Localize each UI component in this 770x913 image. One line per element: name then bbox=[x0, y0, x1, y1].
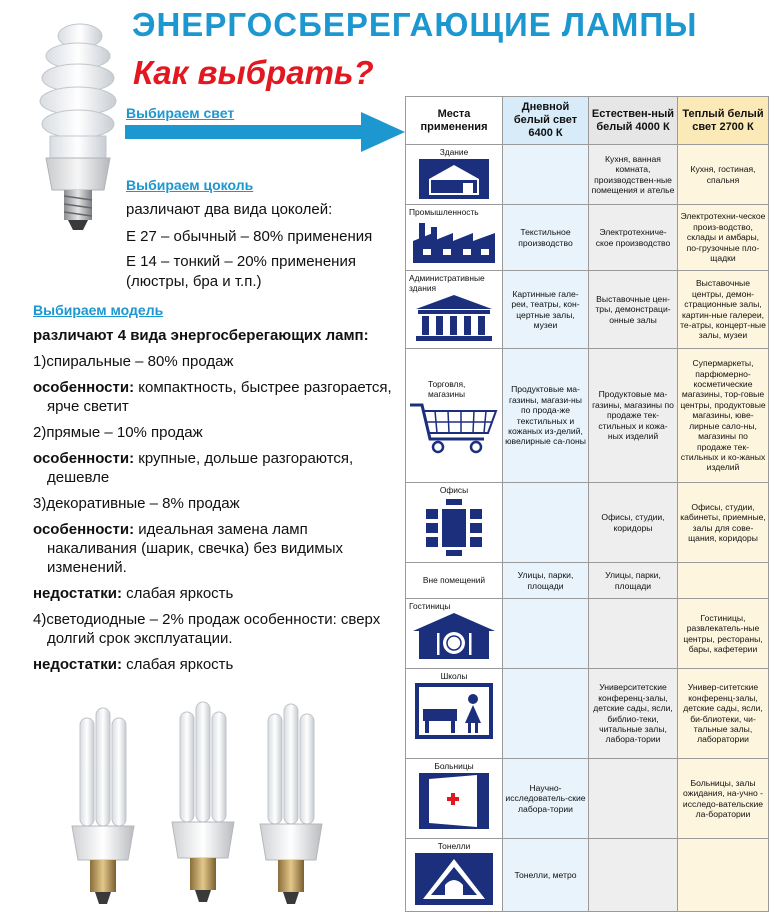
table-row bbox=[406, 205, 769, 271]
cell-2700k: Больницы, залы ожидания, на-учно - исследо-вательские ла-боратории bbox=[678, 759, 769, 839]
model-straight-features bbox=[33, 449, 393, 487]
place-label: Промышленность bbox=[409, 207, 479, 217]
choose-light-link[interactable]: Выбираем свет bbox=[126, 105, 235, 121]
table-header-6400k: Дневной белый свет 6400 К bbox=[503, 97, 589, 145]
place-cell bbox=[406, 205, 503, 271]
cell-4000k: Выставочные цен-тры, демонстраци-онные залы bbox=[589, 271, 678, 349]
tunnel-icon bbox=[415, 853, 493, 905]
cell-2700k: Электротехни-ческое произ-водство, склады и амбары, по-грузочные пло-щадки bbox=[678, 205, 769, 271]
table-row bbox=[406, 669, 769, 759]
models-intro: различают 4 вида энергосберегающих ламп: bbox=[33, 327, 369, 344]
features-label: особенности: bbox=[33, 379, 135, 396]
place-cell bbox=[406, 145, 503, 205]
cell-6400k: Продуктовые ма-газины, магази-ны по прода-же текстильных и кожаных из-делий, ювелирные са-лоны bbox=[503, 349, 589, 483]
cell-4000k: Продуктовые ма-газины, магазины по продаже тек-стильных и кожа-ных изделий bbox=[589, 349, 678, 483]
table-row bbox=[406, 563, 769, 599]
table-row bbox=[406, 145, 769, 205]
model-spiral: 1)спиральные – 80% продаж bbox=[33, 353, 234, 370]
table-header-2700k: Теплый белый свет 2700 К bbox=[678, 97, 769, 145]
model-decorative-drawbacks bbox=[33, 584, 393, 603]
cell-4000k bbox=[589, 759, 678, 839]
drawbacks-text: слабая яркость bbox=[126, 585, 234, 602]
place-label: Офисы bbox=[439, 485, 469, 495]
place-cell bbox=[406, 349, 503, 483]
cell-6400k bbox=[503, 599, 589, 669]
building-columns-icon bbox=[416, 295, 492, 341]
cell-2700k bbox=[678, 563, 769, 599]
place-label: Административные здания bbox=[409, 273, 485, 293]
features-text: крупные, дольше разгораются, дешевле bbox=[47, 450, 354, 486]
drawbacks-text: слабая яркость bbox=[126, 656, 234, 673]
cell-6400k bbox=[503, 669, 589, 759]
features-text: идеальная замена ламп накаливания (шарик, свечка) без видимых изменений. bbox=[47, 521, 343, 576]
cell-6400k bbox=[503, 483, 589, 563]
socket-e14: Е 14 – тонкий – 20% применения (люстры, бра и т.п.) bbox=[126, 253, 356, 290]
cell-6400k bbox=[503, 145, 589, 205]
features-label: особенности: bbox=[33, 450, 135, 467]
place-label: Больницы bbox=[434, 761, 474, 771]
place-label: Торговля, магазины bbox=[428, 378, 466, 399]
table-row bbox=[406, 483, 769, 563]
cell-2700k: Выставочные центры, демон-страционные залы, картин-ные галереи, те-атры, концерт-ные залы, музеи bbox=[678, 271, 769, 349]
cell-6400k: Улицы, парки, площади bbox=[503, 563, 589, 599]
features-text: компактность, быстрее разгорается, ярче светит bbox=[47, 379, 392, 415]
table-row bbox=[406, 759, 769, 839]
model-straight: 2)прямые – 10% продаж bbox=[33, 424, 203, 441]
cell-4000k: Кухня, ванная комната, производствен-ные помещения и ателье bbox=[589, 145, 678, 205]
cell-6400k: Тонелли, метро bbox=[503, 839, 589, 912]
cell-2700k: Офисы, студии, кабинеты, приемные, залы для сове-щания, коридоры bbox=[678, 483, 769, 563]
cell-4000k: Университетские конференц-залы, детские сады, ясли, библио-теки, читальные залы, лабора-тории bbox=[589, 669, 678, 759]
socket-e27: Е 27 – обычный – 80% применения bbox=[126, 228, 373, 245]
model-decorative: 3)декоративные – 8% продаж bbox=[33, 495, 240, 512]
cell-2700k: Универ-ситетские конференц-залы, детские сады, ясли, би-блиотеки, чи-тальные залы, лаборатории bbox=[678, 669, 769, 759]
cell-4000k bbox=[589, 599, 678, 669]
place-cell bbox=[406, 271, 503, 349]
place-label: Школы bbox=[440, 671, 468, 681]
school-icon bbox=[415, 683, 493, 739]
cell-4000k: Электротехниче-ское производство bbox=[589, 205, 678, 271]
cell-2700k: Кухня, гостиная, спальня bbox=[678, 145, 769, 205]
table-header-4000k: Естествен-ный белый 4000 К bbox=[589, 97, 678, 145]
meeting-table-icon bbox=[422, 497, 486, 557]
house-icon bbox=[419, 159, 489, 199]
drawbacks-label: недостатки: bbox=[33, 585, 122, 602]
place-cell bbox=[406, 839, 503, 912]
cell-4000k: Офисы, студии, коридоры bbox=[589, 483, 678, 563]
model-spiral-features bbox=[33, 378, 393, 416]
page-subtitle: Как выбрать? bbox=[133, 54, 374, 91]
place-label: Гостиницы bbox=[409, 601, 451, 611]
spiral-lamp-icon bbox=[28, 18, 128, 243]
place-cell bbox=[406, 759, 503, 839]
cell-6400k: Текстильное производство bbox=[503, 205, 589, 271]
choose-model-link[interactable]: Выбираем модель bbox=[33, 302, 164, 318]
hospital-icon bbox=[419, 773, 489, 829]
hotel-dining-icon bbox=[413, 613, 495, 659]
table-header-place: Места применения bbox=[406, 97, 503, 145]
place-cell bbox=[406, 669, 503, 759]
table-row bbox=[406, 271, 769, 349]
model-led-drawbacks bbox=[33, 655, 393, 674]
page-title: ЭНЕРГОСБЕРЕГАЮЩИЕ ЛАМПЫ bbox=[132, 6, 698, 43]
place-cell bbox=[406, 483, 503, 563]
straight-lamps-icon bbox=[62, 690, 352, 912]
cell-4000k: Улицы, парки, площади bbox=[589, 563, 678, 599]
place-label: Вне помещений bbox=[406, 563, 503, 599]
table-row bbox=[406, 599, 769, 669]
cell-6400k: Научно-исследователь-ские лабора-тории bbox=[503, 759, 589, 839]
drawbacks-label: недостатки: bbox=[33, 656, 122, 673]
cell-6400k: Картинные гале-реи, театры, кон-цертные залы, музеи bbox=[503, 271, 589, 349]
table-row bbox=[406, 349, 769, 483]
cell-2700k: Гостиницы, развлекатель-ные центры, рестораны, бары, кафетерии bbox=[678, 599, 769, 669]
cell-4000k bbox=[589, 839, 678, 912]
model-led: 4)светодиодные – 2% продаж особенности: сверх долгий срок эксплуатации. bbox=[33, 611, 381, 647]
models-description bbox=[33, 326, 393, 681]
cell-2700k bbox=[678, 839, 769, 912]
factory-icon bbox=[413, 219, 495, 263]
shopping-cart-icon bbox=[410, 401, 498, 455]
choose-socket-link[interactable]: Выбираем цоколь bbox=[126, 177, 254, 193]
place-cell bbox=[406, 599, 503, 669]
socket-intro: различают два вида цоколей: bbox=[126, 201, 333, 218]
table-row bbox=[406, 839, 769, 912]
features-label: особенности: bbox=[33, 521, 135, 538]
cell-2700k: Супермаркеты, парфюмерно-косметические магазины, тор-говые центры, продуктовые магазины, юве-лирные сало-ны, магазины по продаже тек-стильных и ко-жаных изделий bbox=[678, 349, 769, 483]
place-label: Тонелли bbox=[437, 841, 471, 851]
lamp-usage-table bbox=[405, 96, 768, 911]
place-label: Здание bbox=[439, 147, 469, 157]
model-decorative-features bbox=[33, 520, 393, 577]
